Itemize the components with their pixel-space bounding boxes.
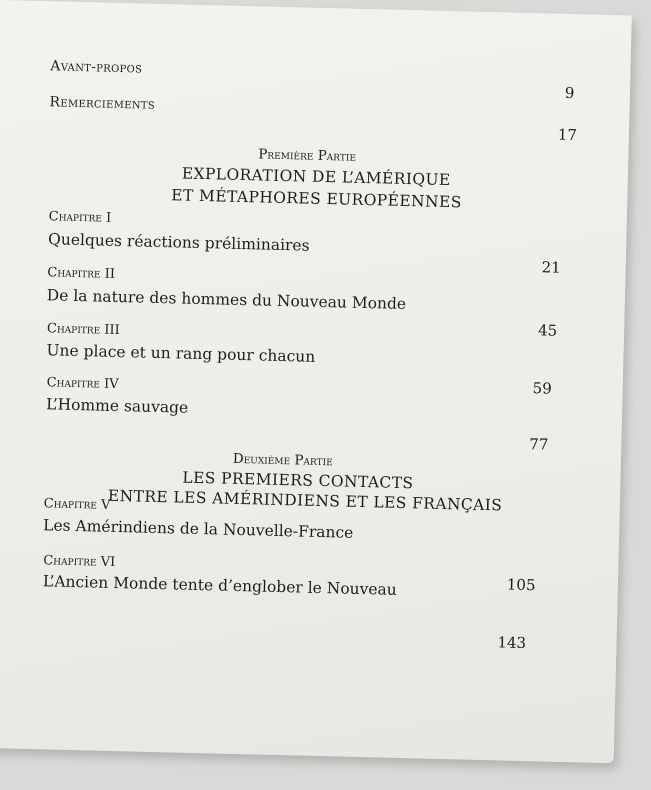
chapter3-title: Une place et un rang pour chacun (46, 341, 316, 366)
chapter6-label: Chapitre VI (43, 553, 116, 570)
chapter4-page: 77 (529, 435, 549, 454)
chapter5-title: Les Amérindiens de la Nouvelle-France (42, 516, 354, 542)
chapter6-title: L’Ancien Monde tente d’englober le Nouveau (42, 572, 397, 599)
toc-entry-avant-propos: Avant-propos (50, 58, 143, 77)
chapter4-label: Chapitre IV (46, 375, 119, 393)
chapter1-page: 21 (541, 258, 561, 277)
chapter2-page: 45 (537, 321, 558, 340)
part2-label: Deuxième Partie (232, 450, 333, 470)
part1-title-line1: EXPLORATION DE L’AMÉRIQUE (181, 164, 451, 190)
chapter5-label: Chapitre V (43, 496, 111, 513)
toc-entry-remerciements: Remerciements (49, 94, 156, 113)
toc-page-remerciements: 17 (557, 125, 578, 145)
chapter1-title: Quelques réactions préliminaires (47, 230, 310, 255)
part1-title-line2: ET MÉTAPHORES EUROPÉENNES (171, 186, 462, 212)
chapter6-page: 143 (497, 633, 527, 653)
chapter2-label: Chapitre II (47, 265, 116, 282)
chapter3-label: Chapitre III (46, 321, 120, 339)
chapter4-title: L’Homme sauvage (45, 395, 189, 417)
chapter5-page: 105 (506, 575, 536, 595)
part1-label: Première Partie (258, 146, 357, 165)
part2-title-line2: ENTRE LES AMÉRINDIENS ET LES FRANÇAIS (107, 486, 503, 515)
part2-title-line1: LES PREMIERS CONTACTS (182, 468, 414, 493)
chapter1-label: Chapitre I (48, 209, 112, 226)
chapter2-title: De la nature des hommes du Nouveau Monde (46, 286, 407, 314)
toc-page-avant-propos: 9 (564, 83, 575, 103)
chapter3-page: 59 (532, 379, 552, 398)
